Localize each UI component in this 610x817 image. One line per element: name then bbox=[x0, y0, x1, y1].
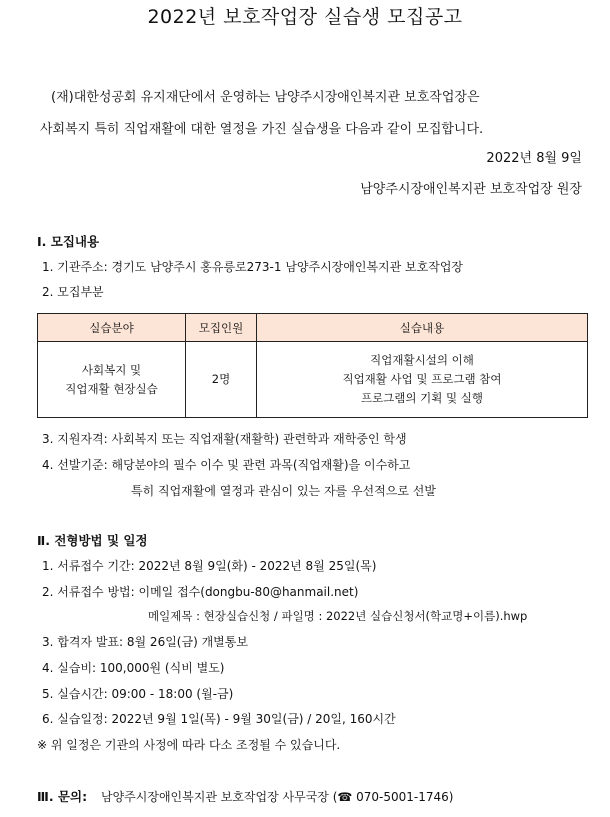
content-line-2: 직업재활 사업 및 프로그램 참여 bbox=[342, 372, 502, 386]
page-title: 2022년 보호작업장 실습생 모집공고 bbox=[147, 6, 463, 28]
recruit-table bbox=[37, 313, 588, 418]
table-header-count: 모집인원 bbox=[186, 314, 257, 342]
section-2-item-4: 4. 실습비: 100,000원 (식비 별도) bbox=[42, 661, 225, 675]
section-1-item-1: 1. 기관주소: 경기도 남양주시 홍유릉로273-1 남양주시장애인복지관 보호작업장 bbox=[42, 260, 464, 274]
section-3-heading: Ⅲ. 문의: bbox=[37, 789, 88, 804]
section-3-contact: 남양주시장애인복지관 보호작업장 사무국장 (☎ 070-5001-1746) bbox=[101, 790, 454, 804]
notice-signer: 남양주시장애인복지관 보호작업장 원장 bbox=[360, 182, 582, 197]
field-line-2: 직업재활 현장실습 bbox=[65, 381, 158, 396]
content-line-1: 직업재활시설의 이해 bbox=[370, 353, 474, 367]
table-cell-content bbox=[257, 342, 588, 418]
section-2-note: ※ 위 일정은 기관의 사정에 따라 다소 조정될 수 있습니다. bbox=[37, 738, 341, 752]
section-2-item-3: 3. 합격자 발표: 8월 26일(금) 개별통보 bbox=[42, 635, 248, 649]
section-1-item-4-line-2: 특히 직업재활에 열정과 관심이 있는 자를 우선적으로 선발 bbox=[131, 484, 436, 498]
intro-line-2: 사회복지 특히 직업재활에 대한 열정을 가진 실습생을 다음과 같이 모집합니다. bbox=[40, 122, 484, 137]
table-cell-count: 2명 bbox=[186, 342, 257, 418]
section-2-item-5: 5. 실습시간: 09:00 - 18:00 (월-금) bbox=[42, 687, 234, 701]
section-2-item-6: 6. 실습일정: 2022년 9월 1일(목) - 9월 30일(금) / 20일, 160시간 bbox=[42, 712, 396, 726]
content-line-3: 프로그램의 기획 및 실행 bbox=[360, 391, 484, 405]
table-header-field: 실습분야 bbox=[38, 314, 186, 342]
section-1-heading: Ⅰ. 모집내용 bbox=[37, 234, 100, 249]
table-header-content: 실습내용 bbox=[257, 314, 588, 342]
section-2-mail-subject: 메일제목 : 현장실습신청 / 파일명 : 2022년 실습신청서(학교명+이름).hwp bbox=[148, 609, 528, 623]
section-1-item-3: 3. 지원자격: 사회복지 또는 직업재활(재활학) 관련학과 재학중인 학생 bbox=[42, 432, 407, 446]
field-line-1: 사회복지 및 bbox=[81, 362, 142, 377]
notice-date: 2022년 8월 9일 bbox=[486, 151, 582, 166]
section-2-heading: Ⅱ. 전형방법 및 일정 bbox=[37, 533, 148, 548]
table-header-row bbox=[38, 314, 588, 342]
section-2-item-1: 1. 서류접수 기간: 2022년 8월 9일(화) - 2022년 8월 25일(목) bbox=[42, 559, 377, 573]
intro-line-1: (재)대한성공회 유지재단에서 운영하는 남양주시장애인복지관 보호작업장은 bbox=[51, 90, 480, 105]
table-row bbox=[38, 342, 588, 418]
section-2-item-2: 2. 서류접수 방법: 이메일 접수(dongbu-80@hanmail.net) bbox=[42, 585, 359, 599]
section-1-item-4-line-1: 4. 선발기준: 해당분야의 필수 이수 및 관련 과목(직업재활)을 이수하고 bbox=[42, 458, 411, 472]
table-cell-field bbox=[38, 342, 186, 418]
section-1-item-2: 2. 모집부분 bbox=[42, 285, 104, 299]
